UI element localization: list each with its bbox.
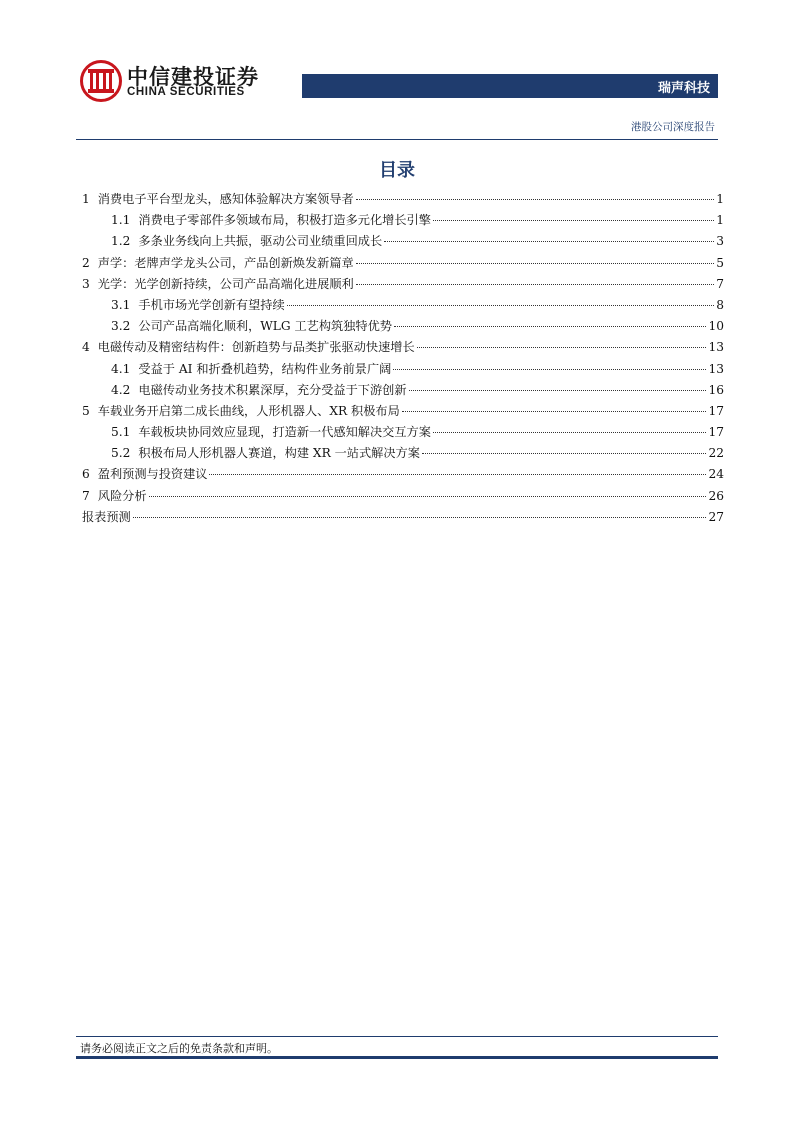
report-type: 港股公司深度报告 xyxy=(631,121,715,133)
toc-entry-text: 消费电子零部件多领域布局，积极打造多元化增长引擎 xyxy=(138,213,431,228)
toc-entry-text: 风险分析 xyxy=(97,488,147,503)
toc-entry-text: 声学：老牌声学龙头公司，产品创新焕发新篇章 xyxy=(97,255,354,270)
toc-entry-label xyxy=(111,423,431,440)
toc-entry-page: 13 xyxy=(708,361,724,376)
toc-entry-number: 7 xyxy=(82,488,90,503)
toc-entry[interactable] xyxy=(82,317,724,338)
toc-entry-text: 报表预测 xyxy=(82,509,131,524)
header-company-name: 瑞声科技 xyxy=(657,81,710,96)
toc-entry[interactable] xyxy=(82,360,724,381)
toc-entry-label xyxy=(82,338,415,355)
brand-logo xyxy=(80,60,259,102)
toc-entry-text: 电磁传动及精密结构件：创新趋势与品类扩张驱动快速增长 xyxy=(97,340,415,355)
toc-entry[interactable] xyxy=(82,296,724,317)
toc-entry-text: 车载业务开启第二成长曲线，人形机器人、XR 积极布局 xyxy=(97,403,400,418)
toc-entry-number: 3 xyxy=(82,276,90,291)
toc-entry-number: 3.2 xyxy=(111,319,131,334)
toc-entry-label xyxy=(82,487,147,504)
toc-dot-leader xyxy=(409,390,707,391)
toc-dot-leader xyxy=(402,411,707,412)
china-securities-logo-icon xyxy=(80,60,122,102)
toc-title: 目录 xyxy=(379,160,415,181)
toc-entry-page: 1 xyxy=(716,213,724,228)
toc-entry-label xyxy=(111,232,382,249)
toc-dot-leader xyxy=(422,453,707,454)
toc-entry-text: 电磁传动业务技术积累深厚，充分受益于下游创新 xyxy=(138,382,407,397)
toc-entry-number: 5.1 xyxy=(111,425,131,440)
toc-dot-leader xyxy=(149,496,707,497)
toc-entry-number: 6 xyxy=(82,467,90,482)
toc-dot-leader xyxy=(356,199,715,200)
toc-entry-label xyxy=(111,296,285,313)
toc-entry-label xyxy=(111,381,407,398)
footer-disclaimer: 请务必阅读正文之后的免责条款和声明。 xyxy=(80,1042,278,1055)
toc-entry-label xyxy=(82,402,400,419)
toc-entry[interactable] xyxy=(82,444,724,465)
toc-entry-label xyxy=(82,465,207,482)
header-divider xyxy=(76,139,718,140)
toc-entry[interactable] xyxy=(82,423,724,444)
toc-entry-number: 3.1 xyxy=(111,297,131,312)
toc-entry-page: 5 xyxy=(716,255,724,270)
toc-entry-text: 积极布局人形机器人赛道，构建 XR 一站式解决方案 xyxy=(138,446,420,461)
footer-bar xyxy=(76,1056,718,1059)
toc-entry-page: 3 xyxy=(716,234,724,249)
toc-entry-number: 5 xyxy=(82,403,90,418)
toc-entry-page: 10 xyxy=(708,319,724,334)
toc-dot-leader xyxy=(287,305,715,306)
toc-entry-text: 手机市场光学创新有望持续 xyxy=(138,297,285,312)
toc-entry[interactable] xyxy=(82,338,724,359)
toc-entry-label xyxy=(111,444,420,461)
toc-dot-leader xyxy=(433,220,714,221)
toc-entry-number: 1.2 xyxy=(111,234,131,249)
toc-entry-text: 盈利预测与投资建议 xyxy=(97,467,208,482)
toc-entry-number: 5.2 xyxy=(111,446,131,461)
toc-entry[interactable] xyxy=(82,487,724,508)
table-of-contents xyxy=(82,190,724,529)
toc-dot-leader xyxy=(209,474,706,475)
toc-dot-leader xyxy=(417,347,707,348)
toc-entry-label xyxy=(111,360,391,377)
toc-entry-page: 7 xyxy=(716,276,724,291)
brand-name-cn: 中信建投证券 xyxy=(127,65,259,89)
toc-dot-leader xyxy=(356,284,715,285)
toc-entry[interactable] xyxy=(82,465,724,486)
toc-entry[interactable] xyxy=(82,402,724,423)
toc-entry-page: 27 xyxy=(708,509,724,524)
toc-entry[interactable] xyxy=(82,254,724,275)
toc-entry-label xyxy=(82,508,131,525)
toc-entry-label xyxy=(82,254,354,271)
toc-entry[interactable] xyxy=(82,381,724,402)
toc-entry[interactable] xyxy=(82,190,724,211)
toc-dot-leader xyxy=(433,432,707,433)
toc-dot-leader xyxy=(384,241,714,242)
toc-entry-number: 1.1 xyxy=(111,213,131,228)
toc-entry-text: 受益于 AI 和折叠机趋势，结构件业务前景广阔 xyxy=(138,361,392,376)
toc-entry-page: 24 xyxy=(708,467,724,482)
toc-entry[interactable] xyxy=(82,211,724,232)
toc-entry-page: 16 xyxy=(708,382,724,397)
toc-entry-label xyxy=(111,211,431,228)
toc-entry-text: 车载板块协同效应显现，打造新一代感知解决交互方案 xyxy=(138,425,431,440)
toc-entry-text: 光学：光学创新持续，公司产品高端化进展顺利 xyxy=(97,276,354,291)
toc-entry-number: 1 xyxy=(82,192,90,206)
toc-entry-number: 4.1 xyxy=(111,361,131,376)
toc-dot-leader xyxy=(133,517,707,518)
toc-entry-page: 26 xyxy=(708,488,724,503)
toc-entry-text: 多条业务线向上共振，驱动公司业绩重回成长 xyxy=(138,234,383,249)
toc-entry-page: 22 xyxy=(708,446,724,461)
toc-entry-number: 2 xyxy=(82,255,90,270)
toc-dot-leader xyxy=(394,326,706,327)
toc-entry-label xyxy=(82,275,354,292)
toc-entry-page: 13 xyxy=(708,340,724,355)
header-bar xyxy=(302,74,718,98)
toc-entry[interactable] xyxy=(82,508,724,529)
toc-entry-text: 公司产品高端化顺利，WLG 工艺构筑独特优势 xyxy=(138,319,392,334)
brand-name-en: CHINA SECURITIES xyxy=(127,86,245,98)
toc-entry-text: 消费电子平台型龙头，感知体验解决方案领导者 xyxy=(97,192,354,206)
toc-dot-leader xyxy=(393,369,706,370)
toc-entry-page: 1 xyxy=(716,192,724,206)
toc-dot-leader xyxy=(356,263,715,264)
toc-entry-page: 17 xyxy=(708,425,724,440)
footer-divider xyxy=(76,1036,718,1037)
toc-entry-number: 4.2 xyxy=(111,382,131,397)
toc-entry-page: 8 xyxy=(716,297,724,312)
toc-entry-label xyxy=(82,190,354,207)
toc-entry[interactable] xyxy=(82,232,724,253)
toc-entry-number: 4 xyxy=(82,340,90,355)
toc-entry[interactable] xyxy=(82,275,724,296)
toc-entry-page: 17 xyxy=(708,403,724,418)
toc-entry-label xyxy=(111,317,392,334)
